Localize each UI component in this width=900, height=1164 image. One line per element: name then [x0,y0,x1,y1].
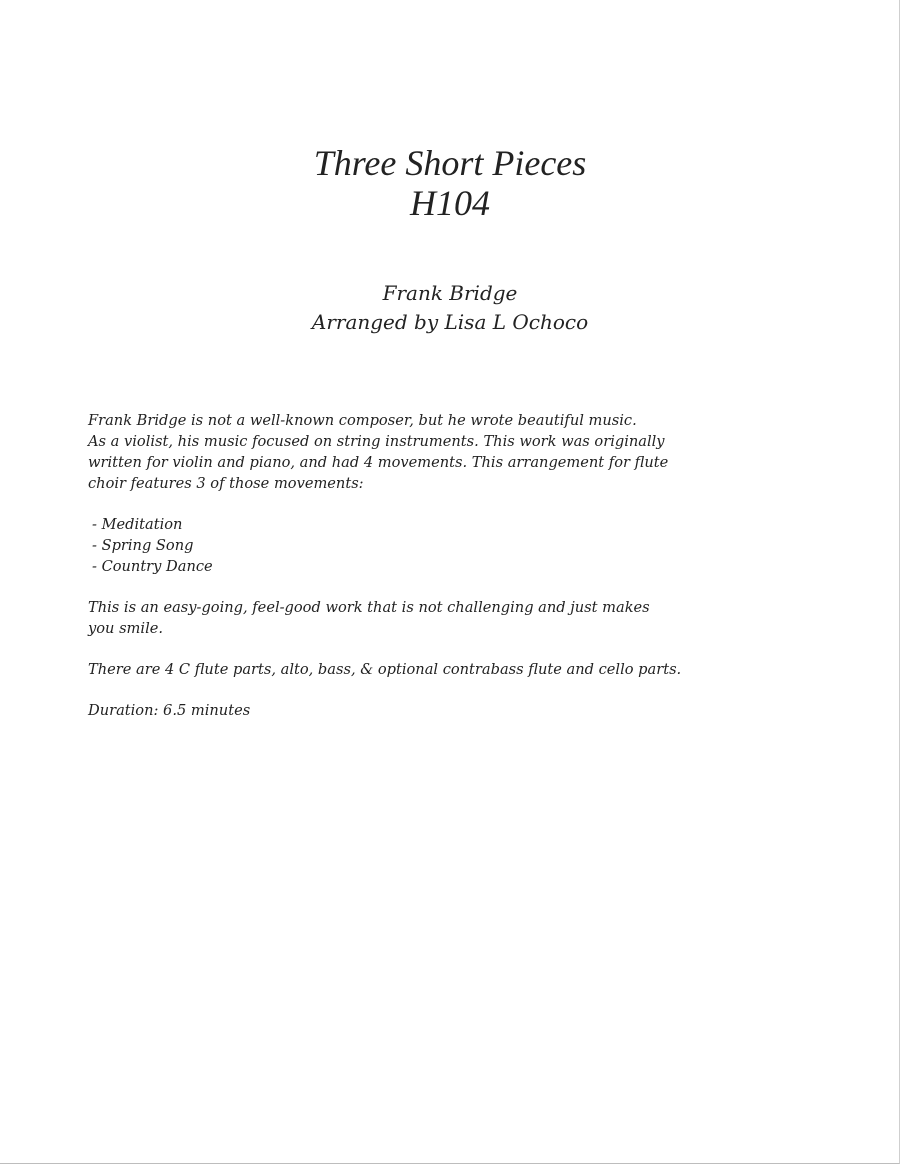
movement-list [88,514,788,577]
instrumentation-paragraph: There are 4 C flute parts, alto, bass, & optional contrabass flute and cello parts. [88,661,682,678]
work-title: Three Short Pieces [313,143,587,183]
intro-line: choir features 3 of those movements: [88,475,364,492]
intro-line: Frank Bridge is not a well-known composer, but he wrote beautiful music. [88,412,637,429]
duration-line: Duration: 6.5 minutes [88,702,251,719]
intro-line: As a violist, his music focused on string instruments. This work was originally [88,433,665,450]
movement-item: - Country Dance [92,558,213,575]
description-body [88,410,788,741]
credit-block [0,279,900,337]
character-line: This is an easy-going, feel-good work that is not challenging and just makes [88,599,650,616]
movement-item: - Meditation [92,516,183,533]
character-line: you smile. [88,620,164,637]
composer-name: Frank Bridge [382,281,518,305]
intro-paragraph [88,410,788,494]
character-paragraph [88,597,788,639]
intro-line: written for violin and piano, and had 4 movements. This arrangement for flute [88,454,669,471]
movement-item: - Spring Song [92,537,194,554]
title-block [0,143,900,223]
arranger-credit: Arranged by Lisa L Ochoco [311,310,589,334]
catalog-number: H104 [410,183,490,223]
